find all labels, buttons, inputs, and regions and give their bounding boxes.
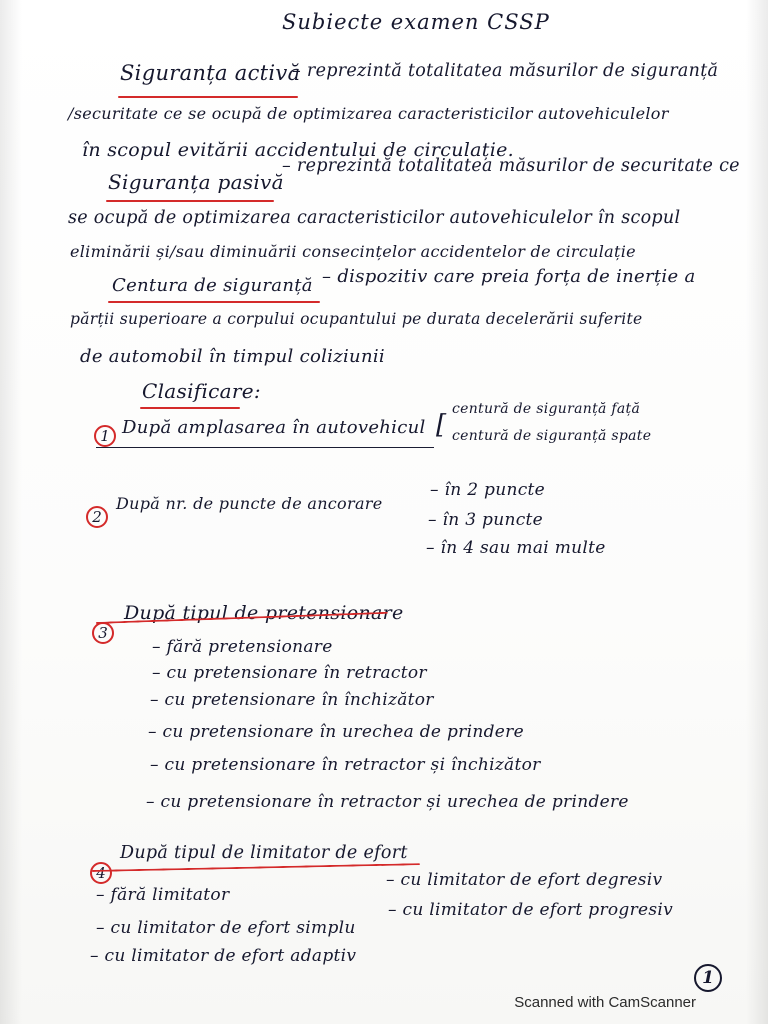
left-edge-shadow [0, 0, 22, 1024]
bracket-icon: [ [436, 410, 447, 440]
classification-item: – cu pretensionare în retractor [152, 663, 427, 683]
page-number: 1 [702, 968, 714, 988]
classification-item: – cu limitator de efort degresiv [386, 870, 663, 890]
classification-item: centură de siguranță spate [452, 428, 652, 444]
definition-line: eliminării și/sau diminuării consecințelor accidentelor de circulație [70, 242, 636, 261]
classification-item: centură de siguranță față [452, 401, 641, 417]
camscanner-watermark: Scanned with CamScanner [514, 994, 696, 1011]
definition-line: se ocupă de optimizarea caracteristicilor autovehiculelor în scopul [68, 208, 681, 228]
classification-item: – în 3 puncte [428, 510, 544, 530]
classification-number: 1 [100, 427, 110, 445]
classification-heading: După tipul de pretensionare [124, 602, 404, 624]
term-siguranta-activa: Siguranța activă [120, 61, 301, 85]
classification-number: 2 [92, 508, 102, 526]
term-siguranta-pasiva: Siguranța pasivă [108, 170, 284, 194]
definition-line: părții superioare a corpului ocupantului pe durata decelerării suferite [70, 310, 643, 328]
classification-item: – cu pretensionare în retractor și închizător [150, 755, 541, 775]
right-edge-shadow [746, 0, 768, 1024]
classification-number: 4 [96, 864, 106, 882]
classification-item: – cu limitator de efort progresiv [388, 900, 674, 920]
classification-item: – în 2 puncte [430, 480, 546, 500]
classification-number: 3 [98, 624, 108, 642]
definition-line: – dispozitiv care preia forța de inerție a [322, 266, 696, 287]
definition-line: de automobil în timpul coliziunii [80, 346, 385, 367]
definition-line: – reprezintă totalitatea măsurilor de siguranță [292, 61, 719, 81]
classification-item: – cu pretensionare în urechea de prindere [148, 722, 524, 742]
definition-line: – reprezintă totalitatea măsurilor de securitate ce [282, 156, 740, 176]
clasificare-underline [140, 407, 240, 409]
classification-item: – cu pretensionare în închizător [150, 690, 434, 710]
page-title: Subiecte examen CSSP [282, 10, 550, 34]
classification-item: – cu limitator de efort simplu [96, 918, 356, 938]
classification-item: – fără pretensionare [152, 637, 333, 657]
classification-item: – fără limitator [96, 885, 230, 905]
heading-underline [96, 447, 434, 448]
definition-line: /securitate ce se ocupă de optimizarea caracteristicilor autovehiculelor [68, 104, 669, 123]
definition-line: în scopul evitării accidentului de circulație. [82, 139, 514, 161]
classification-item: – în 4 sau mai multe [426, 538, 606, 558]
term-centura-de-siguranta: Centura de siguranță [112, 275, 313, 296]
classification-item: – cu pretensionare în retractor și urechea de prindere [146, 792, 629, 812]
classification-heading: După amplasarea în autovehicul [122, 417, 426, 438]
classification-heading: După tipul de limitator de efort [120, 843, 408, 863]
classification-item: – cu limitator de efort adaptiv [90, 946, 357, 966]
clasificare-heading: Clasificare: [142, 379, 261, 403]
heading-underline [92, 863, 420, 872]
term-underline [108, 301, 320, 303]
classification-heading: După nr. de puncte de ancorare [116, 494, 383, 513]
term-underline [118, 96, 298, 98]
term-underline [106, 200, 274, 202]
